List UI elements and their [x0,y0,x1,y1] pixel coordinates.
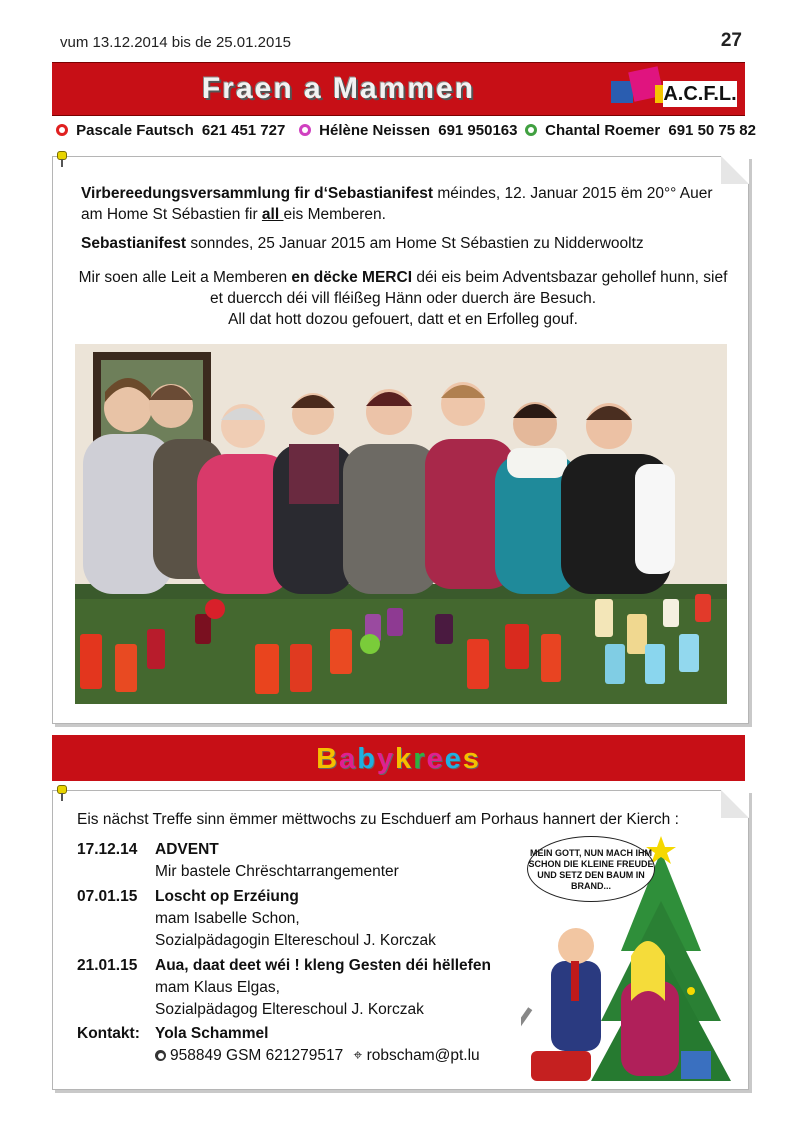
contact-item [56,122,285,139]
event-title: Aua, daat deet wéi ! kleng Gesten déi hëllefen [155,957,491,974]
babykrees-box [52,790,749,1090]
section-title-fraen: Fraen a Mammen [201,72,476,105]
event-title: ADVENT [155,841,219,858]
contact-name: Hélène Neissen [319,122,431,139]
event-date: 07.01.15 [77,888,138,905]
event-detail: Sozialpädagogin Eltereschoul J. Korczak [155,932,436,949]
page-fold-icon [721,156,749,184]
event-detail: mam Klaus Elgas, [155,979,280,996]
event-detail: Mir bastele Chrëschtarrangementer [155,863,399,880]
event-detail: Sozialpädagog Eltereschoul J. Korczak [155,1001,424,1018]
phone-icon [525,124,537,136]
pushpin-icon [57,785,67,801]
phone-icon [299,124,311,136]
header-date-range: vum 13.12.2014 bis de 25.01.2015 [60,34,292,51]
event-date: 17.12.14 [77,841,138,858]
speech-bubble: MEIN GOTT, NUN MACH IHM SCHON DIE KLEINE FREUDE UND SETZ DEN BAUM IN BRAND... [527,836,655,902]
event-date: 21.01.15 [77,957,138,974]
contact-details: 958849 GSM 621279517 ⌖ robscham@pt.lu [155,1047,480,1065]
contact-phone: 691 50 75 82 [668,122,756,139]
event-detail: mam Isabelle Schon, [155,910,300,927]
phone-icon [155,1050,166,1061]
page-number: 27 [720,30,742,51]
logo-text: A.C.F.L. [663,83,737,105]
contact-name: Yola Schammel [155,1025,269,1042]
pushpin-icon [57,151,67,167]
contact-phone: 621 451 727 [201,122,286,139]
mouse-icon: ⌖ [353,1047,363,1064]
section-banner-babykrees [52,735,745,781]
section-banner-fraen [52,62,745,116]
cartoon-illustration [521,831,741,1086]
notice-paragraph-merci: Mir soen alle Leit a Memberen en dëcke MERCI déi eis beim Adventsbazar gehollef hunn, sief et duercch déi vill fléißeg Hänn oder duerch äre Besuch. All dat hott dozou gefouert, datt et en Erfolleg gouf. [78,269,728,328]
babykrees-intro: Eis nächst Treffe sinn ëmmer mëttwochs zu Eschduerf am Porhaus hannert der Kierch : [77,811,679,828]
event-list [77,841,517,1071]
notice-box [52,156,749,724]
page-fold-icon [721,790,749,818]
phone-icon [56,124,68,136]
contact-name: Chantal Roemer [545,122,661,139]
event-title: Loscht op Erzéiung [155,888,299,905]
group-photo [75,344,727,704]
contact-email[interactable]: robscham@pt.lu [366,1047,480,1064]
contact-name: Pascale Fautsch [76,122,194,139]
contact-label: Kontakt: [77,1025,140,1042]
contact-item [525,122,756,139]
contact-item [299,122,517,139]
acfl-logo [611,67,739,111]
notice-paragraph-versammlung: Virbereedungsversammlung fir d‘Sebastianifest méindes, 12. Januar 2015 ëm 20°° Auer am Home St Sébastien fir all eis Memberen. [81,185,713,223]
section-title-babykrees: Babykrees [316,743,481,775]
notice-paragraph-sebastianifest: Sebastianifest sonndes, 25 Januar 2015 am Home St Sébastien zu Nidderwooltz [81,235,644,252]
contact-phone: 691 950163 [438,122,518,139]
